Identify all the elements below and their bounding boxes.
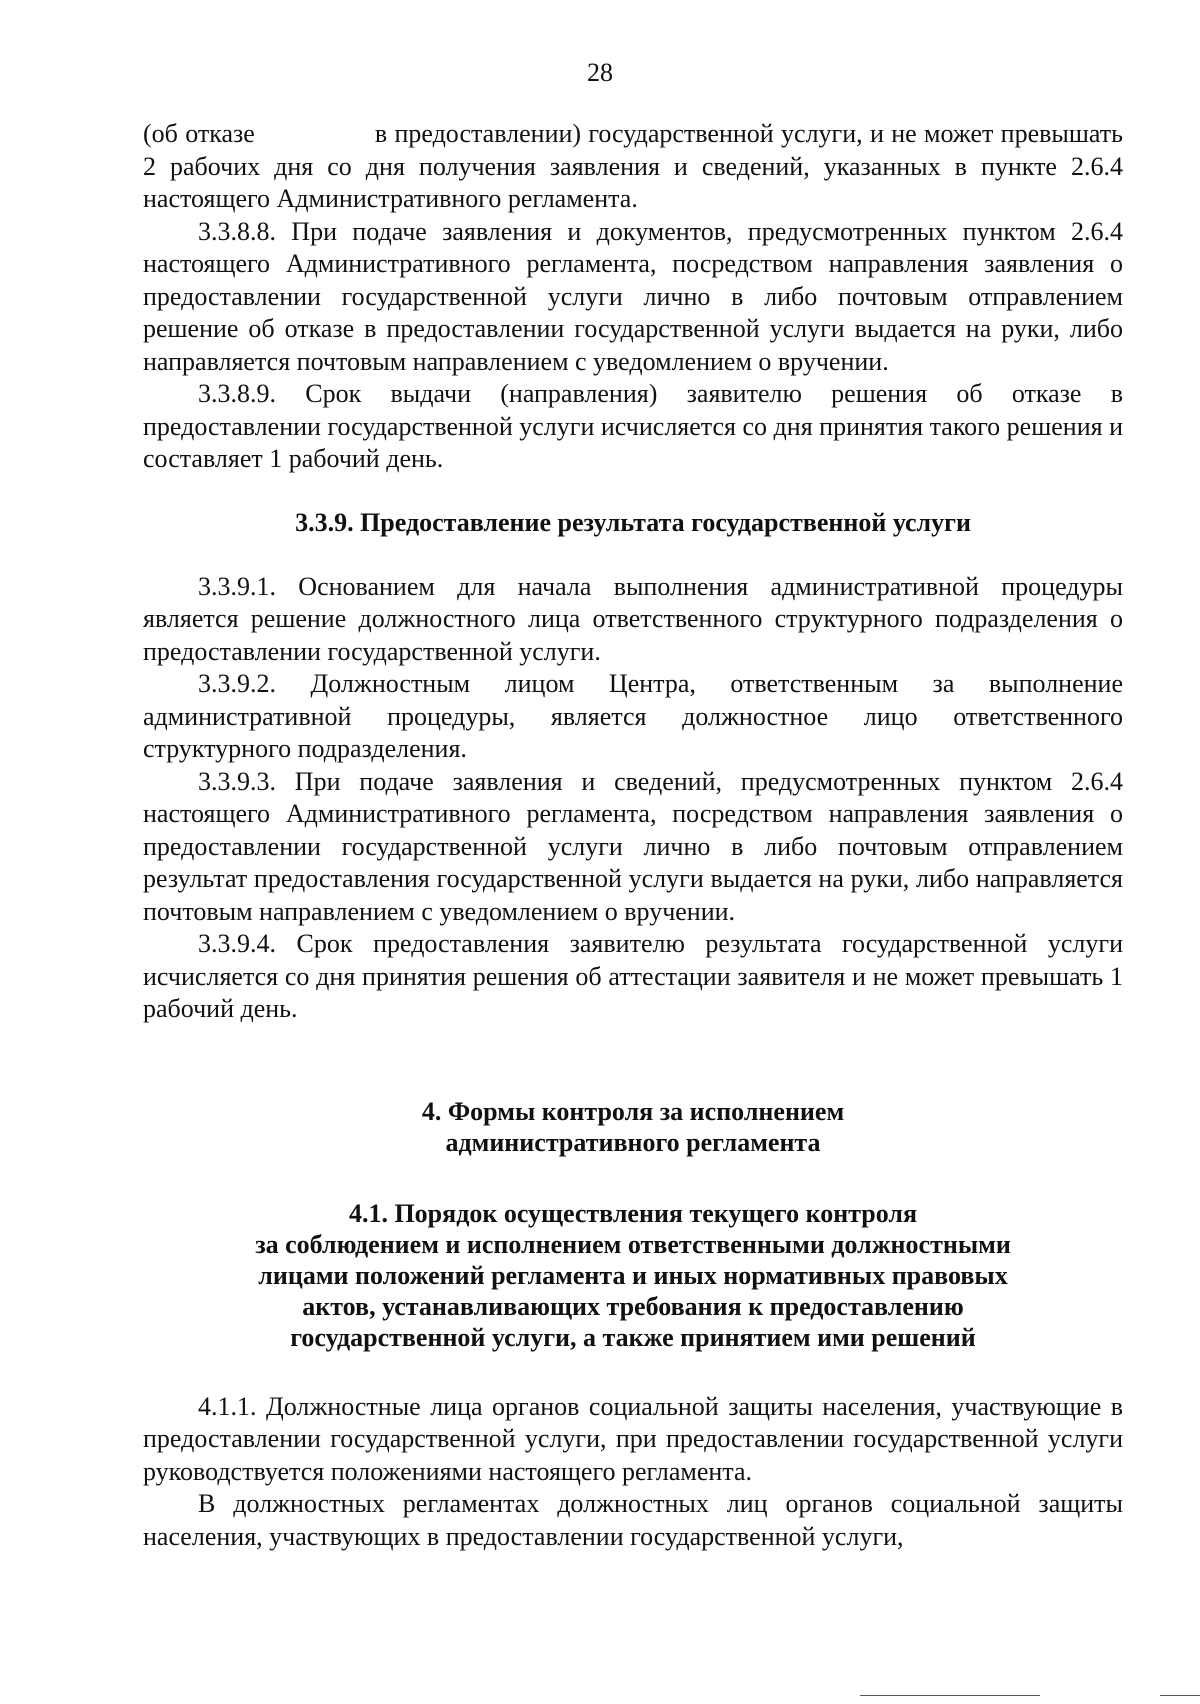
footer-rule: [860, 1695, 1040, 1696]
heading-line: 4. Формы контроля за исполнением: [421, 1096, 845, 1126]
paragraph-3-3-9-1: 3.3.9.1. Основанием для начала выполнения административной процедуры является решение должностного лица ответственного структурного подразделения о предоставлении государственной услуги.: [143, 571, 1123, 666]
paragraph-3-3-9-2: 3.3.9.2. Должностным лицом Центра, ответственным за выполнение административной процедуры, является должностное лицо ответственного структурного подразделения.: [143, 669, 1123, 763]
heading-line: административного регламента: [445, 1127, 821, 1157]
heading-line: актов, устанавливающих требования к предоставлению: [302, 1291, 964, 1321]
section-heading-4-1: [143, 1198, 1123, 1353]
paragraph-fragment: (об отказе: [143, 119, 255, 148]
page-number: 28: [587, 58, 613, 87]
paragraph-3-3-8-9: 3.3.8.9. Срок выдачи (направления) заявителю решения об отказе в предоставлении государственной услуги исчисляется со дня принятия такого решения и составляет 1 рабочий день.: [143, 379, 1123, 473]
paragraph-3-3-9-4: 3.3.9.4. Срок предоставления заявителю результата государственной услуги исчисляется со дня принятия решения об аттестации заявителя и не может превышать 1 рабочий день.: [143, 929, 1123, 1023]
paragraph-fragment: в предоставлении) государственной услуги, и не может превышать 2 рабочих дня со дня получения заявления и сведений, указанных в пункте 2.6.4 настоящего Административного регламента.: [143, 119, 1123, 213]
heading-line: 4.1. Порядок осуществления текущего контроля: [348, 1198, 918, 1228]
heading-line: за соблюдением и исполнением ответственными должностными: [255, 1229, 1011, 1259]
section-heading-3-3-9: 3.3.9. Предоставление результата государственной услуги: [295, 507, 971, 537]
heading-line: государственной услуги, а также принятием ими решений: [290, 1322, 976, 1352]
document-body: [143, 118, 1123, 1553]
paragraph-4-1-1: 4.1.1. Должностные лица органов социальной защиты населения, участвующие в предоставлении государственной услуги, при предоставлении государственной услуги руководствуется положениями настоящего регламента.: [143, 1391, 1123, 1486]
section-heading-4: [143, 1096, 1123, 1158]
footer-rule: [1160, 1695, 1200, 1696]
paragraph-continuation: [143, 118, 1123, 216]
paragraph-job-regulations: В должностных регламентах должностных лиц органов социальной защиты населения, участвующих в предоставлении государственной услуги,: [143, 1489, 1123, 1551]
paragraph-3-3-8-8: 3.3.8.8. При подаче заявления и документов, предусмотренных пунктом 2.6.4 настоящего Административного регламента, посредством направления заявления о предоставлении государственной услуги лично в либо почтовым отправлением решение об отказе в предоставлении государственной услуги выдается на руки, либо направляется почтовым направлением с уведомлением о вручении.: [143, 216, 1123, 376]
heading-line: лицами положений регламента и иных нормативных правовых: [258, 1260, 1008, 1290]
paragraph-3-3-9-3: 3.3.9.3. При подаче заявления и сведений, предусмотренных пунктом 2.6.4 настоящего Административного регламента, посредством направления заявления о предоставлении государственной услуги лично в либо почтовым отправлением результат предоставления государственной услуги выдается на руки, либо направляется почтовым направлением с уведомлением о вручении.: [143, 766, 1123, 926]
